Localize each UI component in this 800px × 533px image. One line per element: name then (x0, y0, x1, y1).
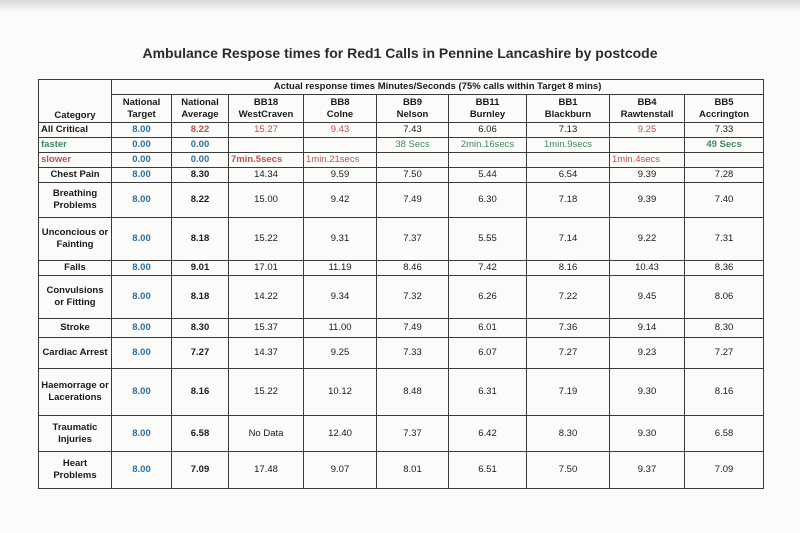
average-value: 7.09 (172, 452, 229, 489)
response-time-value: 8.06 (685, 276, 764, 319)
response-time-value: 7.40 (685, 183, 764, 218)
response-time-value: 6.51 (449, 452, 527, 489)
response-time-value: 6.01 (449, 319, 527, 338)
response-time-value: 12.40 (304, 416, 377, 452)
all-critical-label: All Critical (39, 123, 112, 138)
response-time-value: 8.01 (377, 452, 449, 489)
postcode-header (229, 95, 304, 123)
response-time-value: 8.16 (527, 261, 610, 276)
summary-value: 2min.16secs (449, 138, 527, 153)
summary-value: 38 Secs (377, 138, 449, 153)
response-time-value: 7.36 (527, 319, 610, 338)
target-value: 8.00 (112, 452, 172, 489)
response-time-value: 7.22 (527, 276, 610, 319)
header-line: BB8 (330, 96, 350, 108)
response-time-value: 8.30 (685, 319, 764, 338)
summary-value: 7.33 (685, 123, 764, 138)
response-time-value: 9.07 (304, 452, 377, 489)
header-line: National (122, 96, 161, 108)
response-time-value: 6.42 (449, 416, 527, 452)
response-time-value: 7.33 (377, 338, 449, 369)
target-value: 8.00 (112, 416, 172, 452)
response-time-value: 7.31 (685, 218, 764, 261)
average-value: 9.01 (172, 261, 229, 276)
category-label: Haemorrage or Lacerations (39, 369, 112, 416)
response-time-value: 7.27 (685, 338, 764, 369)
summary-value (610, 138, 685, 153)
category-label: Heart Problems (39, 452, 112, 489)
average-value: 6.58 (172, 416, 229, 452)
summary-value: 7min.5secs (229, 153, 304, 168)
header-line: Nelson (396, 108, 429, 120)
header-line: National (181, 96, 219, 108)
response-time-value: 8.46 (377, 261, 449, 276)
response-time-value: 7.49 (377, 183, 449, 218)
average-value: 8.16 (172, 369, 229, 416)
response-time-value: 7.27 (527, 338, 610, 369)
response-time-value: 7.19 (527, 369, 610, 416)
average-value: 8.18 (172, 276, 229, 319)
summary-value (685, 153, 764, 168)
summary-value: 15.27 (229, 123, 304, 138)
header-line: BB1 (558, 96, 578, 108)
response-time-value: 7.18 (527, 183, 610, 218)
response-time-value: 5.55 (449, 218, 527, 261)
response-time-value: 7.14 (527, 218, 610, 261)
header-line: Burnley (469, 108, 506, 120)
category-label: Stroke (39, 319, 112, 338)
response-time-value: 14.34 (229, 168, 304, 183)
summary-value (304, 138, 377, 153)
average-value: 8.22 (172, 123, 229, 138)
category-label: Breathing Problems (39, 183, 112, 218)
response-time-value: 15.22 (229, 369, 304, 416)
average-value: 7.27 (172, 338, 229, 369)
response-time-value: 9.22 (610, 218, 685, 261)
response-time-value: 6.58 (685, 416, 764, 452)
postcode-header (527, 95, 610, 123)
response-time-value: 9.14 (610, 319, 685, 338)
response-time-value: 9.23 (610, 338, 685, 369)
response-time-value: 17.01 (229, 261, 304, 276)
response-time-value: 7.28 (685, 168, 764, 183)
response-time-value: 17.48 (229, 452, 304, 489)
header-corner (39, 80, 112, 95)
summary-value: 7.43 (377, 123, 449, 138)
response-time-value: 5.44 (449, 168, 527, 183)
response-time-value: No Data (229, 416, 304, 452)
response-time-value: 15.22 (229, 218, 304, 261)
response-time-value: 9.37 (610, 452, 685, 489)
category-label: Chest Pain (39, 168, 112, 183)
summary-value: 9.43 (304, 123, 377, 138)
category-label: Unconcious or Fainting (39, 218, 112, 261)
response-time-value: 9.25 (304, 338, 377, 369)
header-line: Target (127, 108, 156, 120)
response-time-value: 11.19 (304, 261, 377, 276)
average-value: 8.22 (172, 183, 229, 218)
response-time-value: 9.59 (304, 168, 377, 183)
response-time-value: 6.54 (527, 168, 610, 183)
response-time-value: 11.00 (304, 319, 377, 338)
target-value: 8.00 (112, 369, 172, 416)
response-time-value: 7.37 (377, 416, 449, 452)
header-line: Rawtenstall (620, 108, 674, 120)
postcode-header (377, 95, 449, 123)
response-time-value: 9.30 (610, 369, 685, 416)
average-value: 8.18 (172, 218, 229, 261)
target-value: 8.00 (112, 261, 172, 276)
average-value: 8.30 (172, 168, 229, 183)
response-times-table (38, 79, 764, 489)
response-time-value: 7.42 (449, 261, 527, 276)
summary-value: 7.13 (527, 123, 610, 138)
response-time-value: 7.37 (377, 218, 449, 261)
response-time-value: 7.50 (527, 452, 610, 489)
header-line: BB9 (402, 96, 422, 108)
response-time-value: 7.09 (685, 452, 764, 489)
header-line: Accrington (698, 108, 750, 120)
response-time-value: 9.30 (610, 416, 685, 452)
response-time-value: 9.42 (304, 183, 377, 218)
response-time-value: 9.31 (304, 218, 377, 261)
header-line: Colne (326, 108, 354, 120)
postcode-header (449, 95, 527, 123)
response-time-value: 9.39 (610, 183, 685, 218)
header-line: Blackburn (544, 108, 592, 120)
response-time-value: 6.07 (449, 338, 527, 369)
category-label: Cardiac Arrest (39, 338, 112, 369)
target-value: 8.00 (112, 123, 172, 138)
response-time-value: 8.16 (685, 369, 764, 416)
response-time-value: 9.45 (610, 276, 685, 319)
response-time-value: 14.37 (229, 338, 304, 369)
header-line: BB11 (475, 96, 500, 108)
faster-label: faster (39, 138, 112, 153)
header-line: WestCraven (238, 108, 294, 120)
postcode-header (610, 95, 685, 123)
response-time-value: 9.34 (304, 276, 377, 319)
page-title: Ambulance Respose times for Red1 Calls in Pennine Lancashire by postcode (142, 45, 658, 61)
response-time-value: 6.26 (449, 276, 527, 319)
header-line: Average (181, 108, 219, 120)
summary-value: 49 Secs (685, 138, 764, 153)
header-line: BB4 (637, 96, 657, 108)
average-value: 0.00 (172, 138, 229, 153)
response-time-value: 7.32 (377, 276, 449, 319)
summary-value: 1min.21secs (304, 153, 377, 168)
target-value: 8.00 (112, 218, 172, 261)
summary-value: 1min.9secs (527, 138, 610, 153)
category-label: Traumatic Injuries (39, 416, 112, 452)
response-time-value: 15.37 (229, 319, 304, 338)
postcode-header (685, 95, 764, 123)
target-value: 8.00 (112, 276, 172, 319)
header-line: BB5 (714, 96, 734, 108)
category-header: Category (39, 95, 112, 123)
slower-label: slower (39, 153, 112, 168)
response-time-value: 7.50 (377, 168, 449, 183)
response-time-value: 7.49 (377, 319, 449, 338)
actual-times-header: Actual response times Minutes/Seconds (75% calls within Target 8 mins) (112, 80, 764, 95)
summary-value (229, 138, 304, 153)
average-value: 8.30 (172, 319, 229, 338)
target-value: 8.00 (112, 319, 172, 338)
summary-value (527, 153, 610, 168)
header-line: BB18 (253, 96, 279, 108)
postcode-header (304, 95, 377, 123)
category-label: Falls (39, 261, 112, 276)
response-time-value: 8.36 (685, 261, 764, 276)
target-value: 8.00 (112, 168, 172, 183)
target-value: 8.00 (112, 183, 172, 218)
response-time-value: 15.00 (229, 183, 304, 218)
average-value: 0.00 (172, 153, 229, 168)
response-time-value: 10.43 (610, 261, 685, 276)
response-time-value: 8.30 (527, 416, 610, 452)
response-time-value: 14.22 (229, 276, 304, 319)
response-time-value: 9.39 (610, 168, 685, 183)
summary-value (377, 153, 449, 168)
response-time-value: 6.30 (449, 183, 527, 218)
response-time-value: 10.12 (304, 369, 377, 416)
target-value: 0.00 (112, 138, 172, 153)
target-value: 8.00 (112, 338, 172, 369)
summary-value: 9.25 (610, 123, 685, 138)
national-average-header (172, 95, 229, 123)
scan-edge-shadow (0, 0, 800, 12)
category-label: Convulsions or Fitting (39, 276, 112, 319)
summary-value: 6.06 (449, 123, 527, 138)
summary-value (449, 153, 527, 168)
response-time-value: 6.31 (449, 369, 527, 416)
summary-value: 1min.4secs (610, 153, 685, 168)
national-target-header (112, 95, 172, 123)
target-value: 0.00 (112, 153, 172, 168)
response-time-value: 8.48 (377, 369, 449, 416)
